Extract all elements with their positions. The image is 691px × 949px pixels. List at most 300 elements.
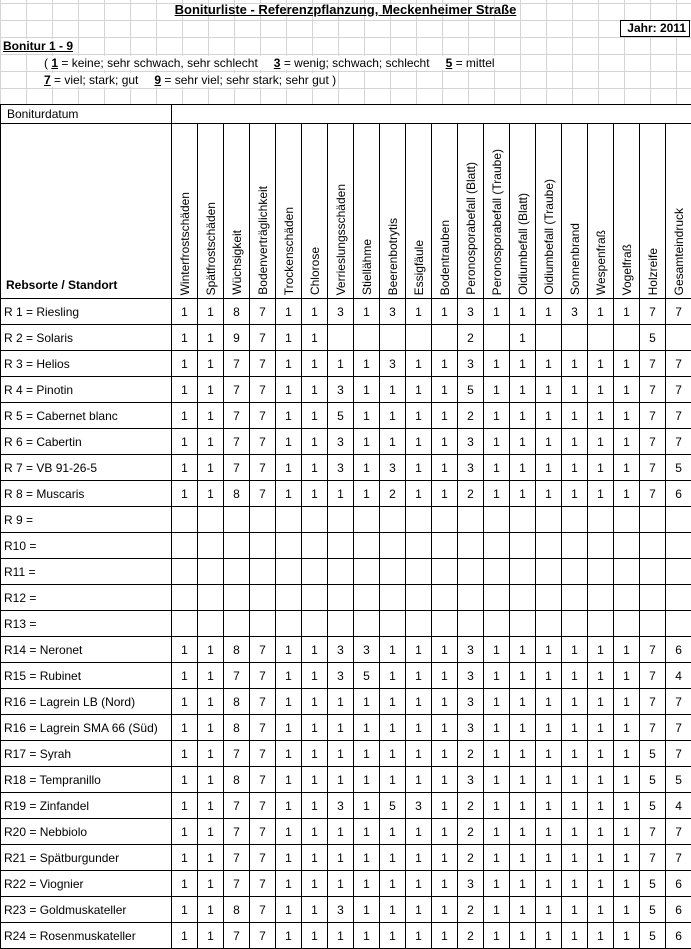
rating-cell[interactable]: 1: [588, 715, 614, 741]
rating-cell[interactable]: 1: [484, 767, 510, 793]
rating-cell[interactable]: [380, 559, 406, 585]
rating-cell[interactable]: 3: [380, 455, 406, 481]
rating-cell[interactable]: 7: [640, 663, 666, 689]
rating-cell[interactable]: 8: [224, 715, 250, 741]
rating-cell[interactable]: 7: [224, 741, 250, 767]
rating-cell[interactable]: [406, 611, 432, 637]
rating-cell[interactable]: 3: [458, 299, 484, 325]
rating-cell[interactable]: 1: [276, 715, 302, 741]
rating-cell[interactable]: 7: [250, 637, 276, 663]
rating-cell[interactable]: 6: [666, 897, 691, 923]
rating-cell[interactable]: 1: [536, 481, 562, 507]
rating-cell[interactable]: [224, 533, 250, 559]
rating-cell[interactable]: 7: [250, 429, 276, 455]
rating-cell[interactable]: 1: [432, 403, 458, 429]
rating-cell[interactable]: 2: [380, 481, 406, 507]
rating-cell[interactable]: 1: [328, 767, 354, 793]
rating-cell[interactable]: 1: [276, 429, 302, 455]
rating-cell[interactable]: 1: [588, 429, 614, 455]
rating-cell[interactable]: [172, 585, 198, 611]
rating-cell[interactable]: [562, 559, 588, 585]
rating-cell[interactable]: 1: [380, 689, 406, 715]
rating-cell[interactable]: 7: [666, 715, 691, 741]
rating-cell[interactable]: 1: [380, 767, 406, 793]
rating-cell[interactable]: 3: [328, 299, 354, 325]
rating-cell[interactable]: 7: [250, 663, 276, 689]
rating-cell[interactable]: 8: [224, 481, 250, 507]
rating-cell[interactable]: 5: [640, 923, 666, 949]
rating-cell[interactable]: 1: [302, 637, 328, 663]
rating-cell[interactable]: 7: [250, 897, 276, 923]
rating-cell[interactable]: 1: [198, 897, 224, 923]
rating-cell[interactable]: 1: [172, 741, 198, 767]
rating-cell[interactable]: 1: [276, 819, 302, 845]
rating-cell[interactable]: [250, 559, 276, 585]
rating-cell[interactable]: 1: [432, 429, 458, 455]
rating-cell[interactable]: 1: [484, 845, 510, 871]
rating-cell[interactable]: 1: [172, 351, 198, 377]
rating-cell[interactable]: 1: [614, 455, 640, 481]
rating-cell[interactable]: 1: [510, 871, 536, 897]
rating-cell[interactable]: 1: [172, 923, 198, 949]
rating-cell[interactable]: 3: [458, 689, 484, 715]
rating-cell[interactable]: 1: [562, 923, 588, 949]
rating-cell[interactable]: [484, 559, 510, 585]
rating-cell[interactable]: [510, 559, 536, 585]
rating-cell[interactable]: 1: [432, 793, 458, 819]
rating-cell[interactable]: 1: [432, 689, 458, 715]
rating-cell[interactable]: 9: [224, 325, 250, 351]
rating-cell[interactable]: 1: [406, 741, 432, 767]
rating-cell[interactable]: 1: [484, 403, 510, 429]
rating-cell[interactable]: [666, 585, 691, 611]
rating-cell[interactable]: 1: [380, 715, 406, 741]
rating-cell[interactable]: 1: [354, 819, 380, 845]
rating-cell[interactable]: 7: [640, 377, 666, 403]
rating-cell[interactable]: 7: [250, 741, 276, 767]
rating-cell[interactable]: 1: [484, 715, 510, 741]
rating-cell[interactable]: 1: [510, 923, 536, 949]
rating-cell[interactable]: 1: [406, 689, 432, 715]
rating-cell[interactable]: 1: [302, 689, 328, 715]
rating-cell[interactable]: 1: [198, 299, 224, 325]
rating-cell[interactable]: 1: [406, 845, 432, 871]
rating-cell[interactable]: 3: [458, 871, 484, 897]
rating-cell[interactable]: 1: [432, 481, 458, 507]
rating-cell[interactable]: 1: [484, 455, 510, 481]
rating-cell[interactable]: 1: [406, 351, 432, 377]
rating-cell[interactable]: 1: [536, 429, 562, 455]
rating-cell[interactable]: 7: [224, 351, 250, 377]
rating-cell[interactable]: 1: [354, 897, 380, 923]
rating-cell[interactable]: 1: [510, 325, 536, 351]
rating-cell[interactable]: 1: [380, 403, 406, 429]
rating-cell[interactable]: 1: [276, 689, 302, 715]
rating-cell[interactable]: 1: [484, 689, 510, 715]
rating-cell[interactable]: 7: [224, 845, 250, 871]
rating-cell[interactable]: 1: [406, 663, 432, 689]
rating-cell[interactable]: [198, 507, 224, 533]
rating-cell[interactable]: 1: [588, 793, 614, 819]
rating-cell[interactable]: 1: [354, 481, 380, 507]
rating-cell[interactable]: [432, 559, 458, 585]
rating-cell[interactable]: 1: [406, 377, 432, 403]
rating-cell[interactable]: 1: [302, 299, 328, 325]
rating-cell[interactable]: 1: [198, 455, 224, 481]
rating-cell[interactable]: 1: [172, 819, 198, 845]
rating-cell[interactable]: 1: [510, 377, 536, 403]
rating-cell[interactable]: 1: [562, 793, 588, 819]
rating-cell[interactable]: 1: [562, 637, 588, 663]
rating-cell[interactable]: [432, 507, 458, 533]
rating-cell[interactable]: 1: [406, 429, 432, 455]
rating-cell[interactable]: 5: [354, 663, 380, 689]
rating-cell[interactable]: 3: [458, 767, 484, 793]
rating-cell[interactable]: 1: [536, 455, 562, 481]
rating-cell[interactable]: [432, 611, 458, 637]
rating-cell[interactable]: 1: [536, 637, 562, 663]
rating-cell[interactable]: 1: [406, 767, 432, 793]
rating-cell[interactable]: 1: [380, 377, 406, 403]
rating-cell[interactable]: 7: [224, 663, 250, 689]
rating-cell[interactable]: 1: [406, 637, 432, 663]
rating-cell[interactable]: 7: [640, 715, 666, 741]
rating-cell[interactable]: 1: [354, 715, 380, 741]
rating-cell[interactable]: 5: [666, 767, 691, 793]
rating-cell[interactable]: [354, 507, 380, 533]
rating-cell[interactable]: 1: [588, 923, 614, 949]
rating-cell[interactable]: 2: [458, 793, 484, 819]
rating-cell[interactable]: 1: [536, 663, 562, 689]
rating-cell[interactable]: 1: [380, 923, 406, 949]
rating-cell[interactable]: 8: [224, 767, 250, 793]
rating-cell[interactable]: 1: [354, 741, 380, 767]
rating-cell[interactable]: [614, 325, 640, 351]
rating-cell[interactable]: 1: [198, 663, 224, 689]
rating-cell[interactable]: [666, 611, 691, 637]
rating-cell[interactable]: 3: [458, 351, 484, 377]
rating-cell[interactable]: 1: [302, 403, 328, 429]
rating-cell[interactable]: 1: [536, 299, 562, 325]
rating-cell[interactable]: 1: [536, 689, 562, 715]
rating-cell[interactable]: 1: [198, 845, 224, 871]
rating-cell[interactable]: 1: [380, 897, 406, 923]
rating-cell[interactable]: 1: [172, 377, 198, 403]
rating-cell[interactable]: [666, 559, 691, 585]
rating-cell[interactable]: 1: [484, 481, 510, 507]
rating-cell[interactable]: 1: [484, 897, 510, 923]
rating-cell[interactable]: 1: [588, 377, 614, 403]
rating-cell[interactable]: [484, 507, 510, 533]
rating-cell[interactable]: 1: [354, 455, 380, 481]
rating-cell[interactable]: 1: [432, 741, 458, 767]
rating-cell[interactable]: 1: [510, 429, 536, 455]
rating-cell[interactable]: 5: [640, 871, 666, 897]
rating-cell[interactable]: 1: [432, 637, 458, 663]
rating-cell[interactable]: 1: [276, 637, 302, 663]
rating-cell[interactable]: 8: [224, 897, 250, 923]
rating-cell[interactable]: 3: [328, 637, 354, 663]
rating-cell[interactable]: 1: [510, 689, 536, 715]
rating-cell[interactable]: 1: [432, 767, 458, 793]
rating-cell[interactable]: 1: [302, 897, 328, 923]
rating-cell[interactable]: 1: [432, 377, 458, 403]
rating-cell[interactable]: 1: [172, 767, 198, 793]
rating-cell[interactable]: 7: [666, 351, 691, 377]
rating-cell[interactable]: 4: [666, 793, 691, 819]
rating-cell[interactable]: 7: [640, 455, 666, 481]
rating-cell[interactable]: [172, 533, 198, 559]
rating-cell[interactable]: 1: [198, 377, 224, 403]
rating-cell[interactable]: 1: [510, 455, 536, 481]
rating-cell[interactable]: 1: [328, 741, 354, 767]
rating-cell[interactable]: 1: [354, 403, 380, 429]
rating-cell[interactable]: [328, 325, 354, 351]
rating-cell[interactable]: 1: [276, 923, 302, 949]
rating-cell[interactable]: 7: [224, 403, 250, 429]
rating-cell[interactable]: 7: [640, 299, 666, 325]
rating-cell[interactable]: 2: [458, 325, 484, 351]
rating-cell[interactable]: 1: [172, 897, 198, 923]
rating-cell[interactable]: 3: [458, 429, 484, 455]
rating-cell[interactable]: 1: [406, 923, 432, 949]
rating-cell[interactable]: 1: [536, 351, 562, 377]
rating-cell[interactable]: 1: [198, 767, 224, 793]
rating-cell[interactable]: [276, 559, 302, 585]
rating-cell[interactable]: 1: [276, 403, 302, 429]
rating-cell[interactable]: 7: [666, 299, 691, 325]
rating-cell[interactable]: 1: [198, 403, 224, 429]
rating-cell[interactable]: 7: [640, 481, 666, 507]
rating-cell[interactable]: 7: [250, 377, 276, 403]
rating-cell[interactable]: 1: [614, 351, 640, 377]
rating-cell[interactable]: 1: [302, 767, 328, 793]
rating-cell[interactable]: [432, 585, 458, 611]
rating-cell[interactable]: [172, 507, 198, 533]
rating-cell[interactable]: 1: [302, 793, 328, 819]
rating-cell[interactable]: 8: [224, 637, 250, 663]
rating-cell[interactable]: [250, 585, 276, 611]
rating-cell[interactable]: [224, 611, 250, 637]
rating-cell[interactable]: 7: [666, 377, 691, 403]
rating-cell[interactable]: [666, 325, 691, 351]
rating-cell[interactable]: 1: [614, 637, 640, 663]
rating-cell[interactable]: 7: [250, 845, 276, 871]
rating-cell[interactable]: [276, 507, 302, 533]
rating-cell[interactable]: 1: [406, 897, 432, 923]
rating-cell[interactable]: [614, 533, 640, 559]
rating-cell[interactable]: 1: [172, 455, 198, 481]
rating-cell[interactable]: 1: [276, 325, 302, 351]
rating-cell[interactable]: 1: [432, 715, 458, 741]
rating-cell[interactable]: 1: [588, 871, 614, 897]
rating-cell[interactable]: 1: [302, 741, 328, 767]
rating-cell[interactable]: 1: [588, 741, 614, 767]
rating-cell[interactable]: 1: [198, 481, 224, 507]
rating-cell[interactable]: 1: [432, 897, 458, 923]
rating-cell[interactable]: [406, 559, 432, 585]
rating-cell[interactable]: 1: [510, 793, 536, 819]
rating-cell[interactable]: 1: [302, 715, 328, 741]
rating-cell[interactable]: 7: [250, 819, 276, 845]
rating-cell[interactable]: 5: [640, 897, 666, 923]
rating-cell[interactable]: 1: [536, 377, 562, 403]
rating-cell[interactable]: 1: [302, 663, 328, 689]
rating-cell[interactable]: [406, 533, 432, 559]
rating-cell[interactable]: 3: [328, 429, 354, 455]
rating-cell[interactable]: 1: [276, 845, 302, 871]
rating-cell[interactable]: 7: [250, 455, 276, 481]
rating-cell[interactable]: [406, 585, 432, 611]
rating-cell[interactable]: 1: [614, 793, 640, 819]
rating-cell[interactable]: 1: [380, 663, 406, 689]
rating-cell[interactable]: 3: [458, 637, 484, 663]
rating-cell[interactable]: 1: [380, 819, 406, 845]
rating-cell[interactable]: 2: [458, 403, 484, 429]
rating-cell[interactable]: [198, 585, 224, 611]
rating-cell[interactable]: 1: [510, 299, 536, 325]
rating-cell[interactable]: 7: [250, 481, 276, 507]
rating-cell[interactable]: 4: [666, 663, 691, 689]
rating-cell[interactable]: 1: [198, 637, 224, 663]
rating-cell[interactable]: 1: [380, 845, 406, 871]
rating-cell[interactable]: 1: [328, 715, 354, 741]
rating-cell[interactable]: 1: [302, 455, 328, 481]
rating-cell[interactable]: 1: [302, 377, 328, 403]
rating-cell[interactable]: [640, 507, 666, 533]
rating-cell[interactable]: 1: [484, 377, 510, 403]
rating-cell[interactable]: 3: [328, 455, 354, 481]
rating-cell[interactable]: 1: [536, 403, 562, 429]
rating-cell[interactable]: 1: [536, 819, 562, 845]
rating-cell[interactable]: 1: [302, 923, 328, 949]
rating-cell[interactable]: [380, 533, 406, 559]
rating-cell[interactable]: [328, 559, 354, 585]
rating-cell[interactable]: 3: [328, 897, 354, 923]
rating-cell[interactable]: 1: [562, 845, 588, 871]
rating-cell[interactable]: [562, 533, 588, 559]
rating-cell[interactable]: 1: [510, 403, 536, 429]
rating-cell[interactable]: 3: [380, 299, 406, 325]
rating-cell[interactable]: [510, 585, 536, 611]
rating-cell[interactable]: 3: [380, 351, 406, 377]
rating-cell[interactable]: [198, 533, 224, 559]
rating-cell[interactable]: 1: [510, 351, 536, 377]
rating-cell[interactable]: 7: [250, 689, 276, 715]
rating-cell[interactable]: 1: [276, 793, 302, 819]
rating-cell[interactable]: 1: [198, 351, 224, 377]
rating-cell[interactable]: 1: [276, 741, 302, 767]
rating-cell[interactable]: 1: [614, 923, 640, 949]
rating-cell[interactable]: 1: [302, 871, 328, 897]
rating-cell[interactable]: [484, 533, 510, 559]
rating-cell[interactable]: [302, 559, 328, 585]
rating-cell[interactable]: [562, 507, 588, 533]
rating-cell[interactable]: 1: [484, 923, 510, 949]
rating-cell[interactable]: 1: [328, 481, 354, 507]
rating-cell[interactable]: [484, 325, 510, 351]
rating-cell[interactable]: 1: [354, 767, 380, 793]
rating-cell[interactable]: 1: [406, 455, 432, 481]
rating-cell[interactable]: 3: [458, 455, 484, 481]
rating-cell[interactable]: [172, 611, 198, 637]
rating-cell[interactable]: 3: [354, 637, 380, 663]
rating-cell[interactable]: 1: [198, 923, 224, 949]
rating-cell[interactable]: 1: [432, 871, 458, 897]
rating-cell[interactable]: 1: [198, 741, 224, 767]
rating-cell[interactable]: 1: [614, 429, 640, 455]
rating-cell[interactable]: 1: [276, 871, 302, 897]
rating-cell[interactable]: [250, 611, 276, 637]
rating-cell[interactable]: 6: [666, 637, 691, 663]
rating-cell[interactable]: 1: [510, 845, 536, 871]
rating-cell[interactable]: 7: [224, 819, 250, 845]
rating-cell[interactable]: [510, 507, 536, 533]
rating-cell[interactable]: 1: [406, 299, 432, 325]
rating-cell[interactable]: 1: [328, 923, 354, 949]
rating-cell[interactable]: 1: [198, 819, 224, 845]
rating-cell[interactable]: 1: [276, 897, 302, 923]
rating-cell[interactable]: 1: [276, 299, 302, 325]
rating-cell[interactable]: [614, 585, 640, 611]
rating-cell[interactable]: 1: [432, 299, 458, 325]
rating-cell[interactable]: [562, 325, 588, 351]
rating-cell[interactable]: [302, 585, 328, 611]
rating-cell[interactable]: 1: [172, 689, 198, 715]
rating-cell[interactable]: [588, 559, 614, 585]
rating-cell[interactable]: [354, 533, 380, 559]
rating-cell[interactable]: 1: [510, 897, 536, 923]
rating-cell[interactable]: 1: [614, 403, 640, 429]
rating-cell[interactable]: [510, 611, 536, 637]
rating-cell[interactable]: 7: [250, 299, 276, 325]
rating-cell[interactable]: [588, 611, 614, 637]
rating-cell[interactable]: [380, 507, 406, 533]
rating-cell[interactable]: [562, 585, 588, 611]
rating-cell[interactable]: 1: [562, 819, 588, 845]
rating-cell[interactable]: 1: [198, 689, 224, 715]
rating-cell[interactable]: 1: [614, 481, 640, 507]
rating-cell[interactable]: [354, 559, 380, 585]
rating-cell[interactable]: 1: [614, 767, 640, 793]
rating-cell[interactable]: 1: [562, 767, 588, 793]
rating-cell[interactable]: 1: [406, 715, 432, 741]
rating-cell[interactable]: [224, 559, 250, 585]
rating-cell[interactable]: 2: [458, 923, 484, 949]
rating-cell[interactable]: 1: [276, 351, 302, 377]
rating-cell[interactable]: 1: [484, 819, 510, 845]
rating-cell[interactable]: [328, 507, 354, 533]
rating-cell[interactable]: 1: [484, 429, 510, 455]
rating-cell[interactable]: [302, 533, 328, 559]
rating-cell[interactable]: 1: [562, 455, 588, 481]
rating-cell[interactable]: [302, 611, 328, 637]
rating-cell[interactable]: 5: [640, 793, 666, 819]
rating-cell[interactable]: 1: [172, 429, 198, 455]
rating-cell[interactable]: 7: [250, 923, 276, 949]
rating-cell[interactable]: 1: [562, 351, 588, 377]
rating-cell[interactable]: 1: [380, 429, 406, 455]
rating-cell[interactable]: 2: [458, 741, 484, 767]
rating-cell[interactable]: 1: [510, 741, 536, 767]
rating-cell[interactable]: 1: [588, 481, 614, 507]
rating-cell[interactable]: [458, 559, 484, 585]
rating-cell[interactable]: 1: [562, 715, 588, 741]
rating-cell[interactable]: 1: [562, 481, 588, 507]
rating-cell[interactable]: [432, 325, 458, 351]
rating-cell[interactable]: [432, 533, 458, 559]
rating-cell[interactable]: 1: [614, 377, 640, 403]
